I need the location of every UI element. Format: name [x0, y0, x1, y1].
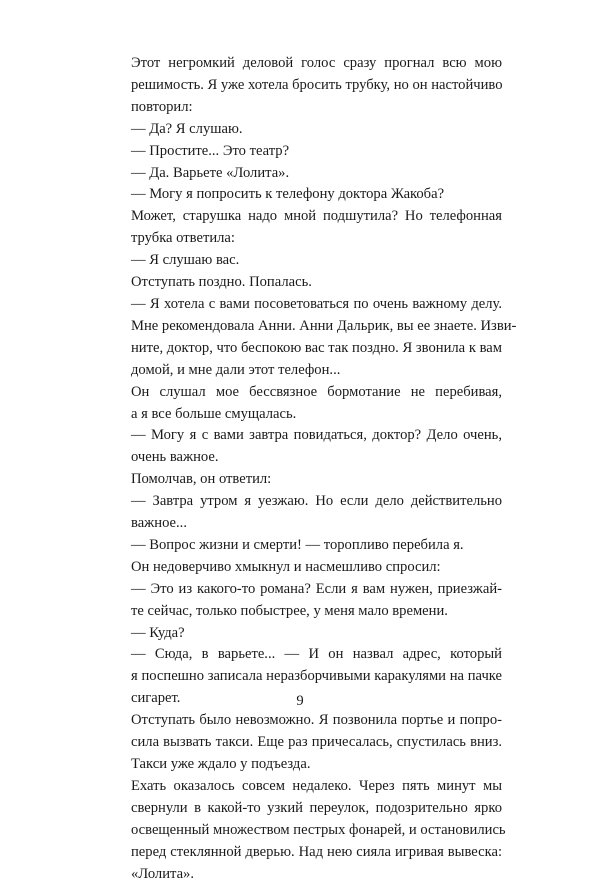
text-line: Этот негромкий деловой голос сразу прогнал всю мою	[131, 55, 502, 71]
paragraph	[114, 206, 502, 250]
text-line: — Да. Варьете «Лолита».	[131, 164, 290, 181]
paragraph	[114, 382, 502, 426]
paragraph	[114, 272, 502, 294]
text-line: Отступать поздно. Попалась.	[131, 274, 312, 291]
text-line: Такси уже ждало у подъезда.	[131, 756, 311, 772]
paragraph	[114, 141, 502, 163]
text-line: домой, и мне дали этот телефон...	[131, 361, 341, 378]
text-line: Ехать оказалось совсем недалеко. Через пять минут мы	[131, 777, 502, 794]
text-line: важное...	[131, 515, 187, 532]
text-line: сила вызвать такси. Еще раз причесалась, спустилась вниз.	[131, 734, 502, 751]
text-line: трубка ответила:	[131, 230, 235, 247]
text-line: — Завтра утром я уезжаю. Но если дело действительно	[131, 493, 502, 510]
paragraph	[114, 119, 502, 141]
paragraph	[114, 710, 502, 776]
text-line: — Куда?	[131, 624, 185, 641]
paragraph	[114, 184, 502, 206]
text-line: — Я хотела с вами посоветоваться по очень важному делу.	[131, 295, 502, 312]
text-line: Он слушал мое бессвязное бормотание не перебивая,	[131, 383, 502, 400]
text-line: — Я слушаю вас.	[131, 252, 240, 269]
text-line: — Это из какого-то романа? Если я вам нужен, приезжай-	[131, 580, 502, 597]
page-number: 9	[296, 693, 304, 709]
text-line: — Да? Я слушаю.	[131, 120, 243, 137]
text-line: очень важное.	[131, 449, 219, 466]
text-line: те сейчас, только побыстрее, у меня мало времени.	[131, 602, 448, 619]
text-line: Может, старушка надо мной подшутила? Но телефонная	[131, 208, 502, 225]
text-line: свернули в какой-то узкий переулок, подозрительно ярко	[131, 799, 502, 816]
paragraph	[114, 623, 502, 645]
paragraph	[114, 491, 502, 535]
paragraph	[114, 535, 502, 557]
text-line: — Могу я с вами завтра повидаться, доктор? Дело очень,	[131, 427, 502, 444]
paragraph	[114, 776, 506, 885]
paragraph	[114, 294, 517, 382]
paragraph	[114, 163, 502, 185]
text-line: — Вопрос жизни и смерти! — торопливо перебила я.	[131, 536, 464, 553]
text-line: — Могу я попросить к телефону доктора Жакоба?	[131, 186, 445, 203]
text-line: — Простите... Это театр?	[131, 142, 290, 159]
paragraph	[114, 557, 502, 579]
text-line: ните, доктор, что беспокою вас так поздно. Я звонила к вам	[131, 339, 502, 356]
text-line: решимость. Я уже хотела бросить трубку, но он настойчиво	[131, 76, 503, 93]
paragraph	[114, 53, 502, 119]
body-text	[114, 53, 517, 885]
paragraph	[114, 579, 502, 623]
text-line: Помолчав, он ответил:	[131, 471, 272, 488]
paragraph	[114, 250, 502, 272]
text-line: сигарет.	[131, 690, 181, 707]
paragraph	[114, 425, 502, 469]
text-line: а я все больше смущалась.	[131, 405, 297, 422]
text-line: — Сюда, в варьете... — И он назвал адрес, который	[131, 646, 502, 663]
text-line: повторил:	[131, 98, 193, 115]
text-line: перед стеклянной дверью. Над нею сияла игривая вывеска:	[131, 843, 502, 860]
text-line: «Лолита».	[131, 865, 195, 882]
text-line: Мне рекомендовала Анни. Анни Дальрик, вы ее знаете. Изви-	[131, 317, 517, 334]
text-line: Отступать было невозможно. Я позвонила портье и попро-	[131, 712, 502, 729]
paragraph	[114, 469, 502, 491]
text-line: я поспешно записала неразборчивыми каракулями на пачке	[131, 668, 502, 685]
text-line: освещенный множеством пестрых фонарей, и остановились	[131, 821, 506, 838]
text-line: Он недоверчиво хмыкнул и насмешливо спросил:	[131, 558, 441, 575]
